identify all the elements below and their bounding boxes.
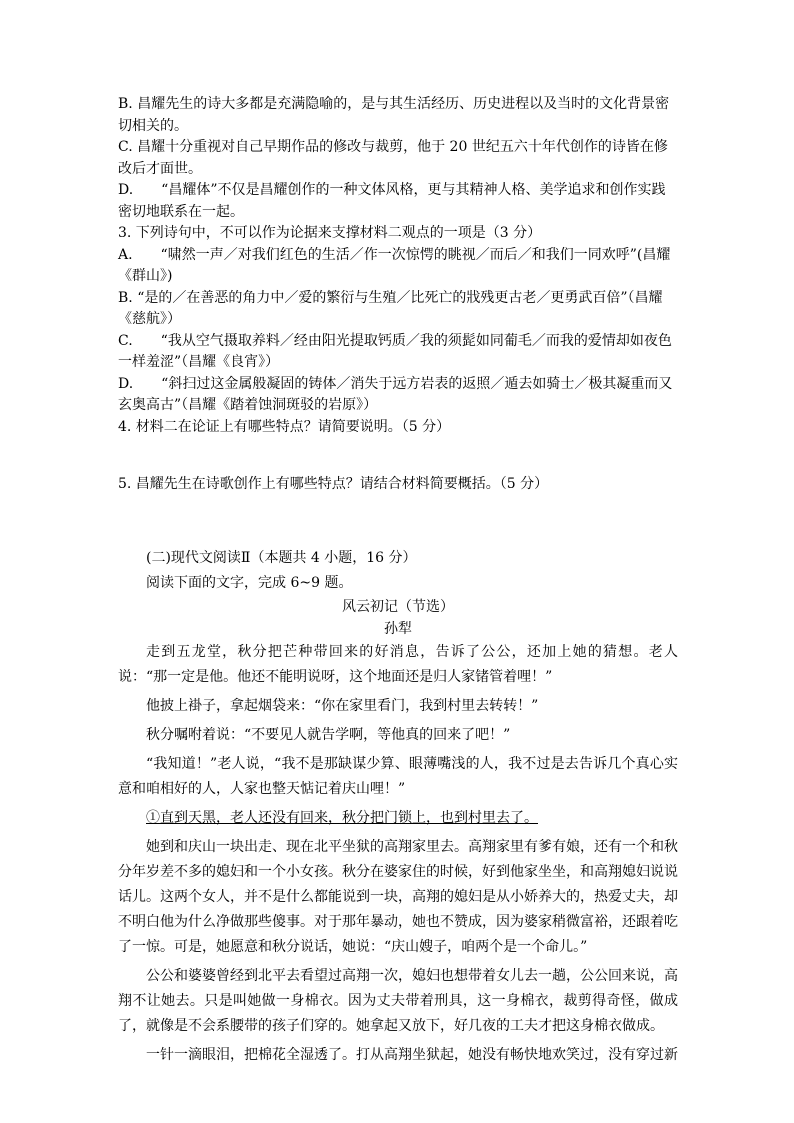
paragraph: 公公和婆婆曾经到北平去看望过高翔一次，媳妇也想带着女儿去一趟，公公回来说，高翔不让她去。只是叫她做一身棉衣。因为丈夫带着刑具，这一身棉衣，裁剪得奇怪，做成了，就像是不会系腰带的孩子们穿的。她拿起又放下，好几夜的工夫才把这身棉衣做成。: [118, 968, 678, 1034]
section-heading: (二)现代文阅读Ⅱ（本题共 4 小题，16 分）: [146, 550, 417, 566]
question-3: 3. 下列诗句中，不可以作为论据来支撑材料二观点的一项是（3 分）: [118, 225, 542, 241]
section-instruction: 阅读下面的文字，完成 6~9 题。: [146, 575, 353, 591]
paragraph: “我知道！”老人说，“我不是那缺谋少算、眼薄嘴浅的人，我不过是去告诉几个真心实意和咱相好的人，人家也整天惦记着庆山哩！”: [118, 756, 678, 797]
q3-option-d: D. “斜扫过这金属般凝固的铸体／消失于远方岩表的返照／遁去如骑士／极其凝重而又玄奥高古”（昌耀《踏着蚀洞斑驳的岩原》）: [118, 375, 673, 413]
option-d-line: D. “昌耀体”不仅是昌耀创作的一种文体风格，更与其精神人格、美学追求和创作实践密切地联系在一起。: [118, 182, 666, 220]
passage-title: 风云初记（节选）: [342, 599, 454, 615]
paragraph-underlined: [118, 806, 678, 831]
paragraph: 走到五龙堂，秋分把芒种带回来的好消息，告诉了公公，还加上她的猜想。老人说：“那一定是他。他还不能明说呀，这个地面还是归人家锗管着哩！”: [118, 644, 678, 685]
underlined-sentence: ①直到天黑，老人还没有回来，秋分把门锁上，也到村里去了。: [146, 810, 538, 826]
passage-body: [118, 640, 678, 1068]
paragraph: 一针一滴眼泪，把棉花全湿透了。打从高翔坐狱起，她没有畅快地欢笑过，没有穿过新: [146, 1047, 678, 1063]
paragraph: 秋分嘱咐着说：“不要见人就告学啊，等他真的回来了吧！”: [146, 727, 511, 743]
paragraph: 他披上褂子，拿起烟袋来：“你在家里看门，我到村里去转转！”: [146, 698, 539, 714]
option-c-line: C. 昌耀十分重视对自己早期作品的修改与裁剪，他于 20 世纪五六十年代创作的诗皆在修改后才面世。: [118, 139, 668, 177]
question-block: [118, 94, 676, 438]
q3-option-a: A. “啸然一声／对我们红色的生活／作一次惊愕的眺视／而后／和我们一同欢呼”(昌耀《群山》): [118, 246, 671, 284]
q3-option-b: B. “是的／在善恶的角力中／爱的繁衍与生殖／比死亡的戕残更古老／更勇武百倍”（昌耀《慈航》）: [118, 289, 663, 327]
reading-section: [118, 546, 678, 1072]
paragraph: 她到和庆山一块出走、现在北平坐狱的高翔家里去。高翔家里有爹有娘，还有一个和秋分年岁差不多的媳妇和一个小女孩。秋分在婆家住的时候，好到他家坐坐，和高翔媳妇说说话儿。这两个女人，并不是什么都能说到一块，高翔的媳妇是从小娇养大的，热爱丈夫，却不明白他为什么净做那些傻事。对于那年暴动，她也不赞成，因为婆家稍微富裕，还跟着吃了一惊。可是，她愿意和秋分说话，她说：“庆山嫂子，咱两个是一个命儿。”: [118, 839, 678, 955]
option-b-line: B. 昌耀先生的诗大多都是充满隐喻的，是与其生活经历、历史进程以及当时的文化背景密切相关的。: [118, 96, 670, 134]
question-4: 4. 材料二在论证上有哪些特点？请简要说明。（5 分）: [118, 418, 451, 435]
q3-option-c: C. “我从空气摄取养料／经由阳光提取钙质／我的须髭如同葡毛／而我的爱情却如夜色一样羞涩”（昌耀《良宵》）: [118, 332, 672, 370]
passage-author: 孙犁: [384, 621, 412, 637]
question-5: 5. 昌耀先生在诗歌创作上有哪些特点？请结合材料简要概括。（5 分）: [118, 476, 549, 492]
